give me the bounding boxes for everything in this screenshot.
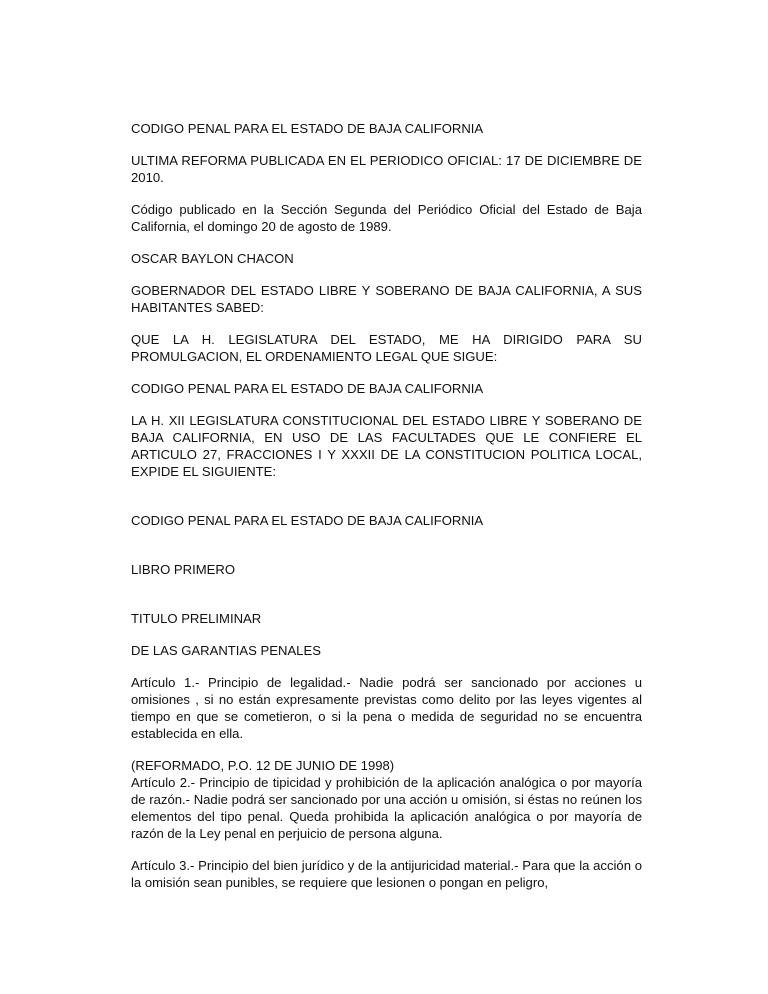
article-3: Artículo 3.- Principio del bien jurídico y de la antijuricidad material.- Para que la acción o la omisión sean punibles, se requiere que lesionen o pongan en peligro, <box>131 858 642 890</box>
code-title-repeat: CODIGO PENAL PARA EL ESTADO DE BAJA CALIFORNIA <box>131 381 484 396</box>
governor-title: GOBERNADOR DEL ESTADO LIBRE Y SOBERANO DE BAJA CALIFORNIA, A SUS HABITANTES SABED: <box>131 283 642 315</box>
code-title-final: CODIGO PENAL PARA EL ESTADO DE BAJA CALIFORNIA <box>131 513 484 528</box>
book-heading: LIBRO PRIMERO <box>131 562 236 577</box>
article-2: Artículo 2.- Principio de tipicidad y prohibición de la aplicación analógica o por mayoría de razón.- Nadie podrá ser sancionado por una acción u omisión, si éstas no reúnen los elementos del tipo penal. Queda prohibida la aplicación analógica o por mayoría de razón de la Ley penal en perjuicio de persona alguna. <box>131 775 642 841</box>
legislature-decree: LA H. XII LEGISLATURA CONSTITUCIONAL DEL ESTADO LIBRE Y SOBERANO DE BAJA CALIFORNIA, EN USO DE LAS FACULTADES QUE LE CONFIERE EL ARTICULO 27, FRACCIONES I Y XXXII DE LA CONSTITUCION POLITICA LOCAL, EXPIDE EL SIGUIENTE: <box>131 413 642 479</box>
governor-name: OSCAR BAYLON CHACON <box>131 251 294 266</box>
document-heading: CODIGO PENAL PARA EL ESTADO DE BAJA CALIFORNIA <box>131 121 484 136</box>
document-page <box>131 120 642 906</box>
reform-note: (REFORMADO, P.O. 12 DE JUNIO DE 1998) <box>131 758 395 773</box>
article-1: Artículo 1.- Principio de legalidad.- Nadie podrá ser sancionado por acciones u omisiones , si no están expresamente previstas como delito por las leyes vigentes al tiempo en que se cometieron, o si la pena o medida de seguridad no se encuentra establecida en ella. <box>131 675 642 741</box>
legislature-note: QUE LA H. LEGISLATURA DEL ESTADO, ME HA DIRIGIDO PARA SU PROMULGACION, EL ORDENAMIENTO LEGAL QUE SIGUE: <box>131 332 642 364</box>
title-heading: TITULO PRELIMINAR <box>131 611 262 626</box>
publication-note: Código publicado en la Sección Segunda del Periódico Oficial del Estado de Baja California, el domingo 20 de agosto de 1989. <box>131 202 642 234</box>
last-reform-note: ULTIMA REFORMA PUBLICADA EN EL PERIODICO OFICIAL: 17 DE DICIEMBRE DE 2010. <box>131 153 642 185</box>
chapter-heading: DE LAS GARANTIAS PENALES <box>131 643 321 658</box>
